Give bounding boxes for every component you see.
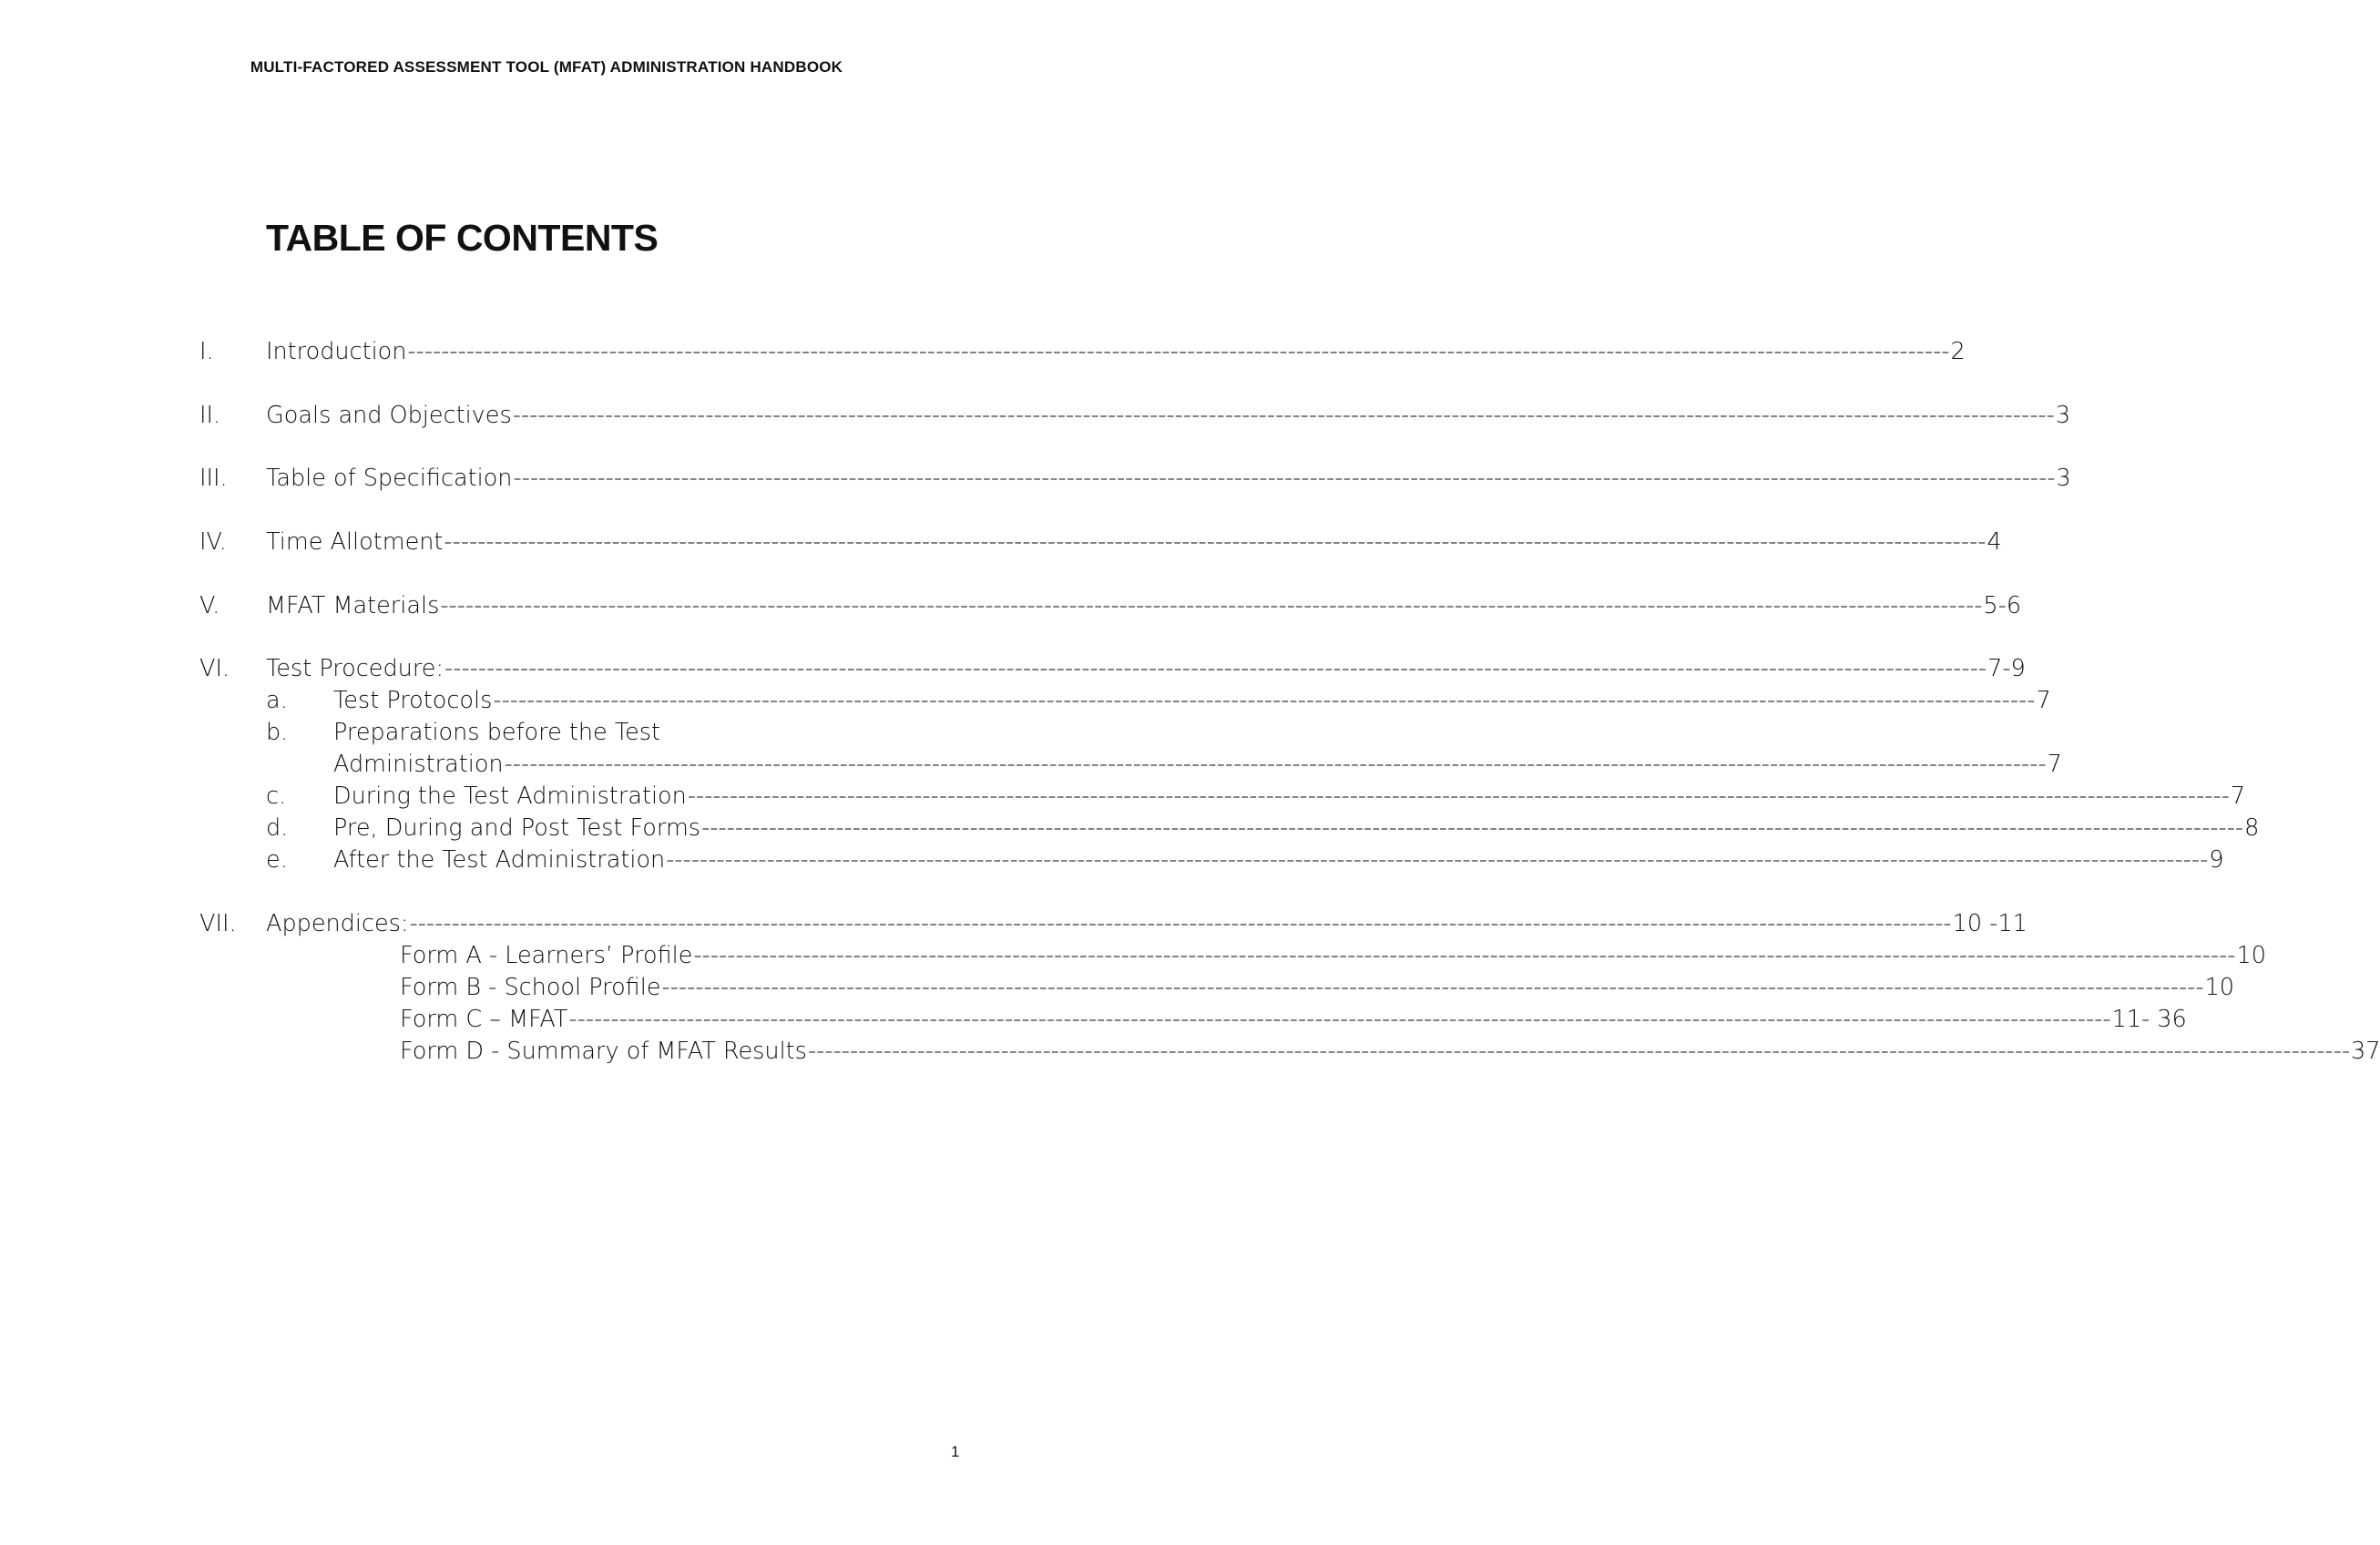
dot-leader: ---------------------------------------------------------------------------------------------------------------------------------------------------------------------------------------- — [513, 465, 2056, 492]
subsection-letter: c. — [266, 783, 287, 810]
subsection-title: Preparations before the Test — [333, 719, 661, 746]
section-title: Time Allotment — [266, 528, 444, 556]
page-ref: 4 — [1987, 528, 2002, 556]
page-ref: 7 — [2036, 687, 2051, 714]
toc-entry-test-procedure — [0, 652, 2026, 685]
page-ref: 10 -11 — [1952, 910, 2028, 937]
dot-leader: ---------------------------------------------------------------------------------------------------------------------------------------------------------------------------------------- — [512, 402, 2055, 429]
subsection-letter: b. — [266, 719, 289, 746]
page-ref: 5-6 — [1983, 592, 2022, 619]
dot-leader: ---------------------------------------------------------------------------------------------------------------------------------------------------------------------------------------- — [407, 338, 1950, 365]
page-number: 1 — [951, 1443, 960, 1460]
toc-subentry-test-protocols — [0, 684, 2051, 717]
dot-leader: ---------------------------------------------------------------------------------------------------------------------------------------------------------------------------------------- — [444, 655, 1987, 682]
toc-entry-body — [266, 335, 1966, 368]
toc-entry-body — [266, 907, 2028, 940]
toc-entry-body — [333, 748, 2062, 781]
toc-form-c — [0, 1003, 2187, 1036]
toc-entry-specification — [0, 462, 2071, 495]
subsection-title: During the Test Administration — [333, 783, 687, 810]
dot-leader: ---------------------------------------------------------------------------------------------------------------------------------------------------------------------------------------- — [661, 974, 2204, 1001]
toc-entry-body — [333, 684, 2051, 717]
toc-form-d — [0, 1035, 2380, 1068]
section-title: Table of Specification — [266, 465, 513, 492]
toc-subentry-after-test — [0, 844, 2224, 876]
dot-leader: ---------------------------------------------------------------------------------------------------------------------------------------------------------------------------------------- — [493, 687, 2036, 714]
dot-leader: ---------------------------------------------------------------------------------------------------------------------------------------------------------------------------------------- — [568, 1006, 2111, 1033]
toc-entry-body — [266, 462, 2071, 495]
section-number: I. — [199, 338, 214, 365]
section-number: II. — [199, 402, 221, 429]
toc-entry-body — [266, 589, 2022, 622]
dot-leader: ---------------------------------------------------------------------------------------------------------------------------------------------------------------------------------------- — [693, 942, 2236, 969]
toc-subentry-preparations — [0, 716, 1093, 749]
subsection-title: Pre, During and Post Test Forms — [333, 814, 701, 842]
toc-subentry-test-forms — [0, 812, 2260, 844]
page-ref: 7 — [2230, 783, 2246, 810]
dot-leader: ---------------------------------------------------------------------------------------------------------------------------------------------------------------------------------------- — [666, 846, 2209, 874]
toc-subentry-during-test — [0, 780, 2246, 813]
subsection-letter: a. — [266, 687, 288, 714]
subsection-title: After the Test Administration — [333, 846, 666, 874]
section-number: V. — [199, 592, 220, 619]
page-ref: 3 — [2056, 465, 2071, 492]
form-title: Form B - School Profile — [400, 974, 661, 1001]
page-ref: 10 — [2204, 974, 2235, 1001]
page-title: TABLE OF CONTENTS — [266, 217, 659, 259]
form-title: Form A - Learners’ Profile — [400, 942, 693, 969]
toc-entry-appendices — [0, 907, 2028, 940]
toc-entry-body — [333, 812, 2260, 844]
toc-entry-body — [400, 971, 2235, 1004]
form-title: Form D - Summary of MFAT Results — [400, 1038, 807, 1065]
toc-entry-body — [333, 780, 2246, 813]
subsection-title-continued: Administration — [333, 751, 504, 778]
section-title: MFAT Materials — [266, 592, 440, 619]
section-title: Test Procedure: — [266, 655, 444, 682]
dot-leader: ---------------------------------------------------------------------------------------------------------------------------------------------------------------------------------------- — [687, 783, 2230, 810]
dot-leader: ---------------------------------------------------------------------------------------------------------------------------------------------------------------------------------------- — [409, 910, 1952, 937]
toc-entry-body — [333, 844, 2224, 876]
running-header: MULTI-FACTORED ASSESSMENT TOOL (MFAT) ADMINISTRATION HANDBOOK — [250, 58, 843, 76]
section-number: III. — [199, 465, 228, 492]
toc-entry-body — [400, 939, 2266, 972]
dot-leader: ---------------------------------------------------------------------------------------------------------------------------------------------------------------------------------------- — [504, 751, 2047, 778]
toc-form-a — [0, 939, 2266, 972]
page-ref: 8 — [2244, 814, 2260, 842]
section-title: Appendices: — [266, 910, 409, 937]
toc-entry-body — [266, 399, 2071, 432]
form-title: Form C – MFAT — [400, 1006, 568, 1033]
toc-entry-introduction — [0, 335, 1966, 368]
toc-entry-body — [266, 652, 2026, 685]
toc-entry-goals — [0, 399, 2071, 432]
section-title: Introduction — [266, 338, 407, 365]
dot-leader: ---------------------------------------------------------------------------------------------------------------------------------------------------------------------------------------- — [807, 1038, 2351, 1065]
section-title: Goals and Objectives — [266, 402, 512, 429]
page-ref: 37 — [2351, 1038, 2380, 1065]
subsection-title: Test Protocols — [333, 687, 493, 714]
page-ref: 7-9 — [1987, 655, 2026, 682]
dot-leader: ---------------------------------------------------------------------------------------------------------------------------------------------------------------------------------------- — [444, 528, 1987, 556]
page-ref: 9 — [2209, 846, 2224, 874]
page-ref: 3 — [2055, 402, 2071, 429]
toc-entry-body — [400, 1003, 2187, 1036]
dot-leader: ---------------------------------------------------------------------------------------------------------------------------------------------------------------------------------------- — [701, 814, 2244, 842]
toc-subentry-preparations-continued — [0, 748, 2062, 781]
toc-entry-materials — [0, 589, 2022, 622]
section-number: VII. — [199, 910, 237, 937]
section-number: VI. — [199, 655, 230, 682]
toc-entry-time-allotment — [0, 526, 2002, 558]
dot-leader: ---------------------------------------------------------------------------------------------------------------------------------------------------------------------------------------- — [440, 592, 1983, 619]
toc-entry-body — [400, 1035, 2380, 1068]
toc-form-b — [0, 971, 2235, 1004]
page-ref: 2 — [1950, 338, 1966, 365]
page-ref: 11- 36 — [2111, 1006, 2187, 1033]
page-ref: 10 — [2236, 942, 2266, 969]
toc-entry-body — [266, 526, 2002, 558]
page-ref: 7 — [2047, 751, 2062, 778]
subsection-letter: e. — [266, 846, 288, 874]
section-number: IV. — [199, 528, 227, 556]
subsection-letter: d. — [266, 814, 289, 842]
